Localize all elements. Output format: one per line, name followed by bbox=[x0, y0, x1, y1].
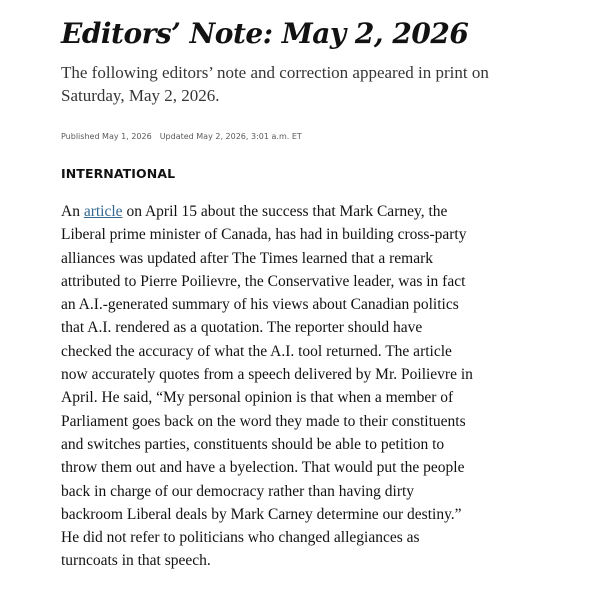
body-line: that A.I. rendered as a quotation. The reporter should have bbox=[61, 319, 423, 337]
body-line: checked the accuracy of what the A.I. tool returned. The article bbox=[61, 342, 452, 360]
body-line: alliances was updated after The Times learned that a remark bbox=[61, 249, 434, 267]
body-line: backroom Liberal deals by Mark Carney determine our destiny.” bbox=[61, 505, 462, 523]
body-line: attributed to Pierre Poilievre, the Conservative leader, was in fact bbox=[61, 272, 466, 290]
body-line: throw them out and have a byelection. That would put the people bbox=[61, 459, 465, 477]
body-text-segment: An bbox=[61, 203, 84, 220]
headline: Editors’ Note: May 2, 2026 bbox=[61, 17, 469, 50]
body-line bbox=[61, 200, 549, 223]
body-line: April. He said, “My personal opinion is that when a member of bbox=[61, 389, 454, 407]
body-line: turncoats in that speech. bbox=[61, 552, 211, 570]
article-meta bbox=[61, 130, 302, 144]
body-text-segment: on April 15 about the success that Mark Carney, the bbox=[122, 203, 448, 220]
section-label: INTERNATIONAL bbox=[61, 166, 176, 181]
summary: The following editors’ note and correction appeared in print on Saturday, May 2, 2026. bbox=[61, 63, 489, 105]
body-line: He did not refer to politicians who changed allegiances as bbox=[61, 529, 420, 547]
updated-date: Updated May 2, 2026, 3:01 a.m. ET bbox=[159, 132, 302, 141]
body-line: Liberal prime minister of Canada, has had in building cross-party bbox=[61, 226, 467, 244]
body-line: Parliament goes back on the word they made to their constituents bbox=[61, 412, 466, 430]
body-line: and switches parties, constituents should be able to petition to bbox=[61, 435, 445, 453]
body-line: an A.I.-generated summary of his views about Canadian politics bbox=[61, 296, 459, 314]
body-line: back in charge of our democracy rather than having dirty bbox=[61, 482, 415, 500]
body-line: now accurately quotes from a speech delivered by Mr. Poilievre in bbox=[61, 366, 473, 384]
published-date: Published May 1, 2026 bbox=[61, 132, 152, 141]
correction-body bbox=[61, 200, 549, 573]
article-link[interactable]: article bbox=[83, 203, 123, 220]
